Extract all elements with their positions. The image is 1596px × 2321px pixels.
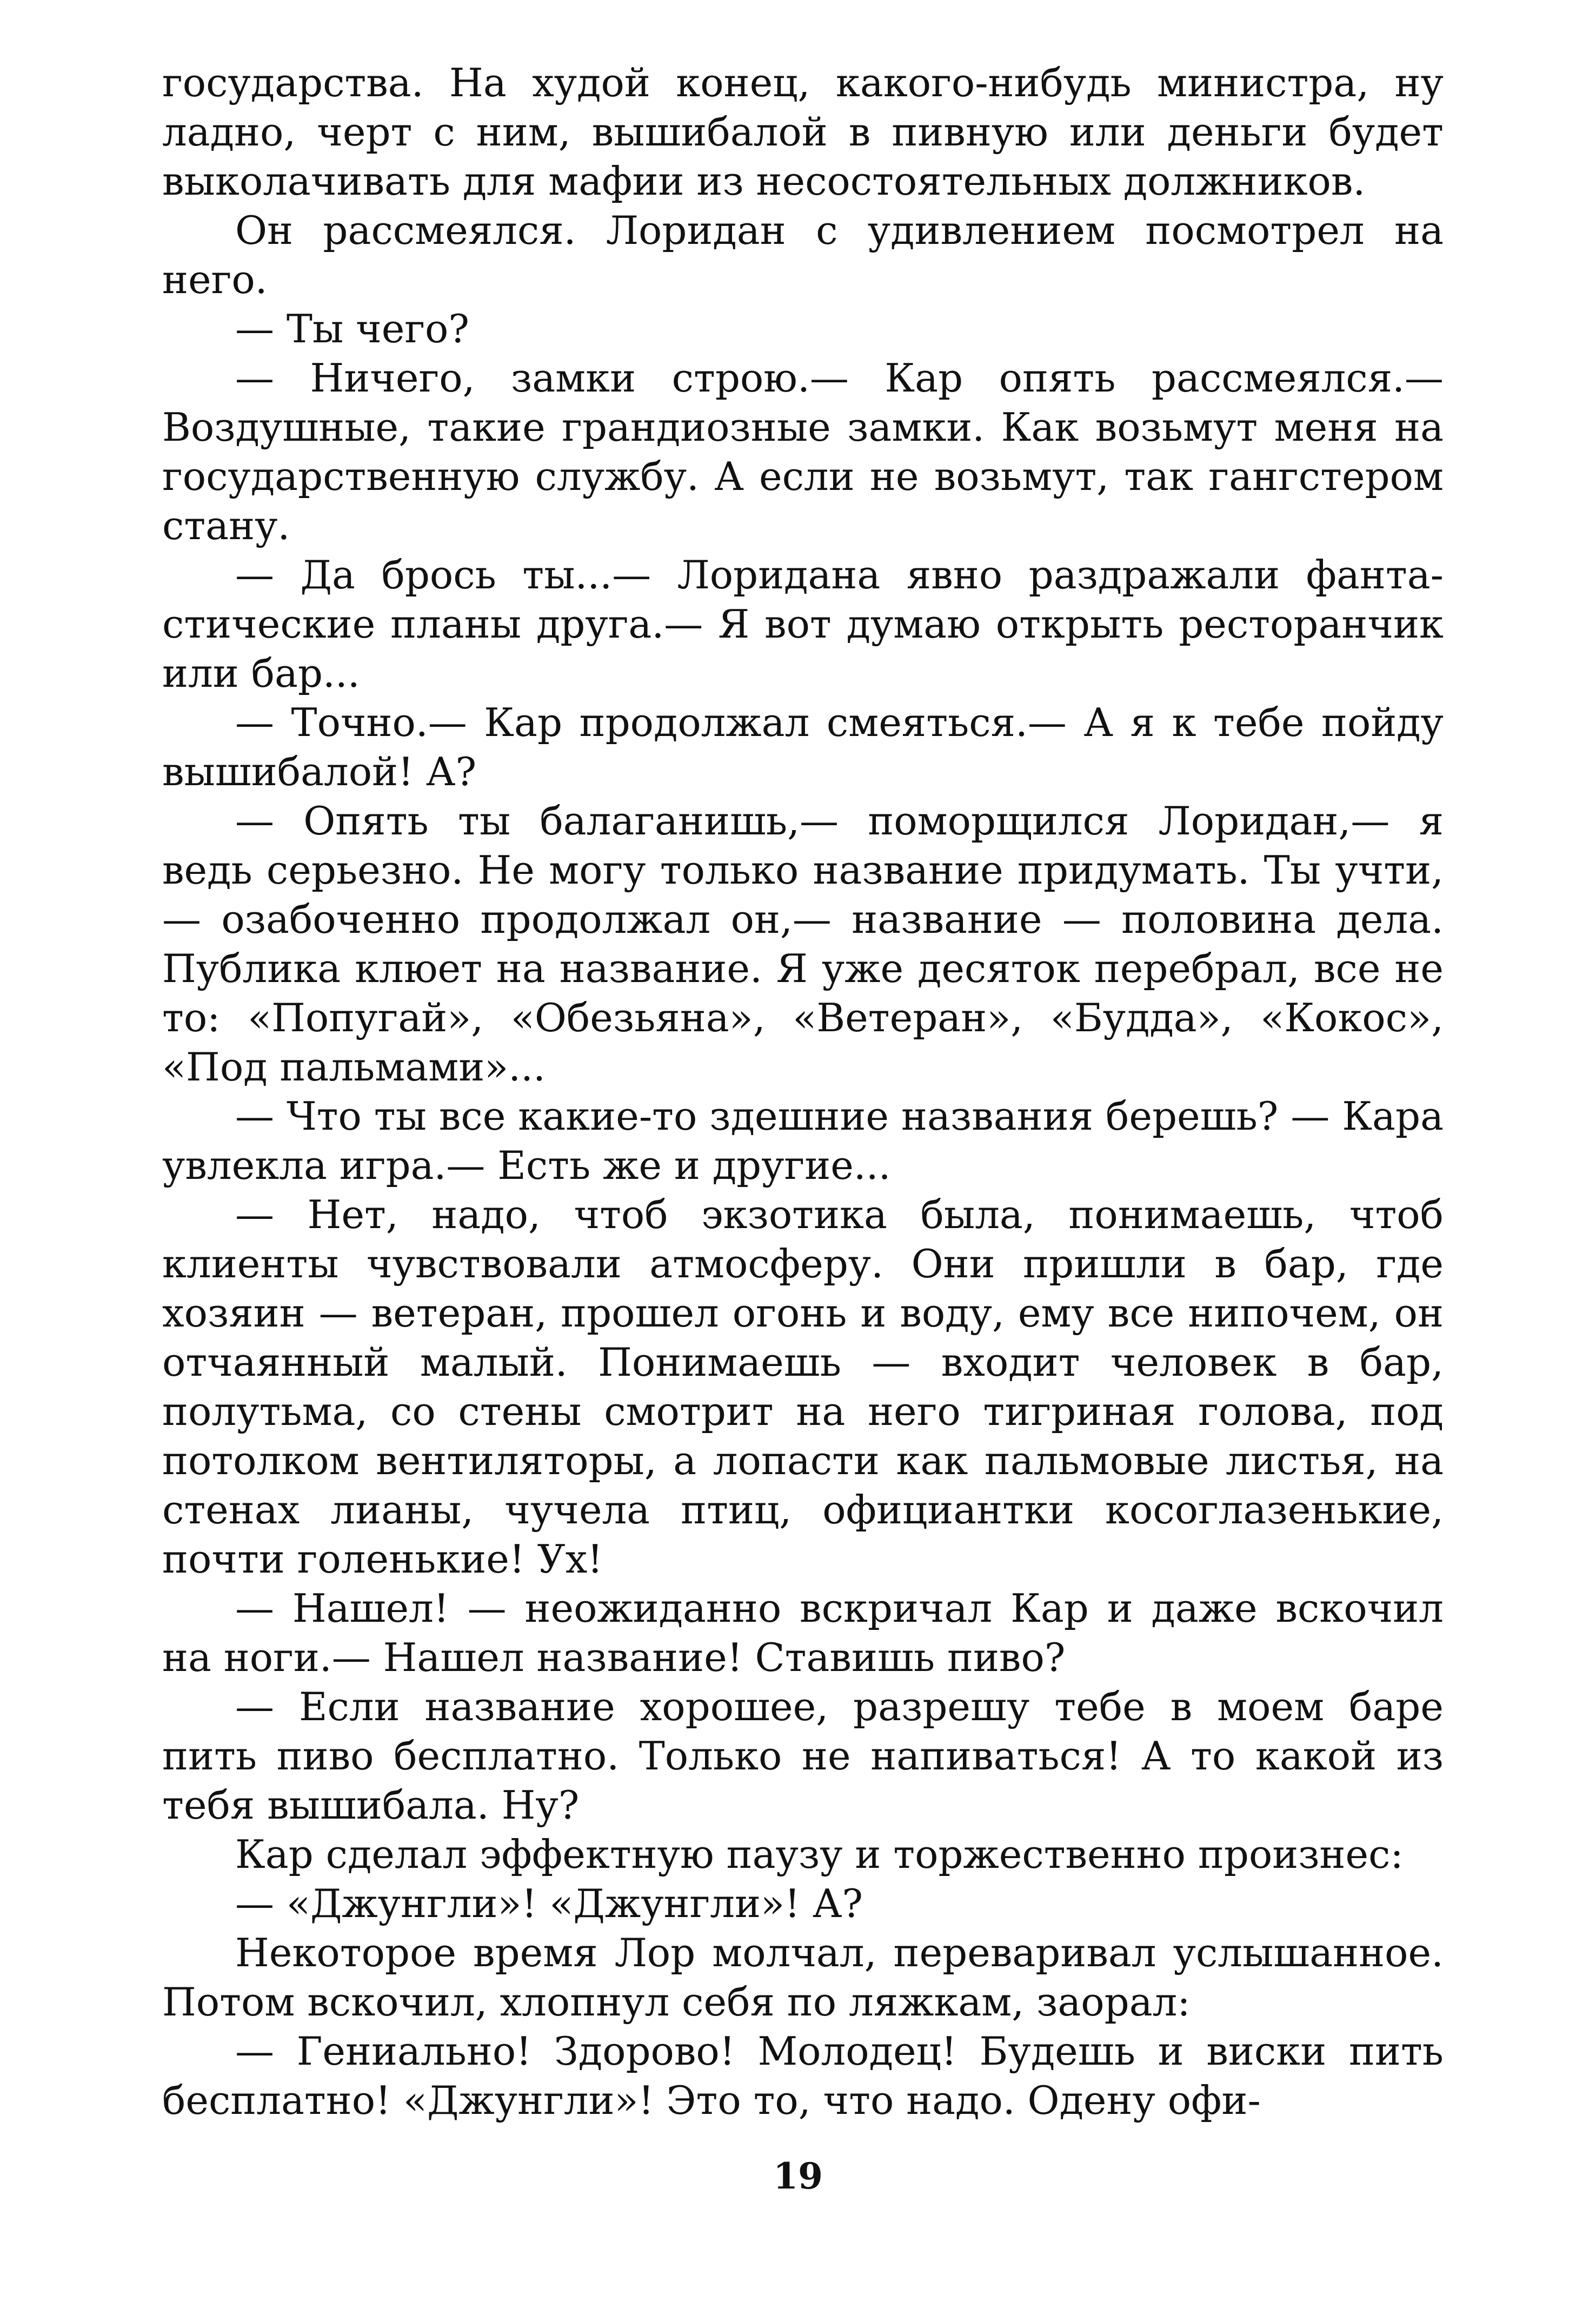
paragraph: — Ты чего?	[235, 306, 469, 352]
page-number: 19	[773, 2155, 823, 2197]
paragraph: — Ничего, замки строю.— Кар опять рассмеялся.— Воздушные, такие грандиозные замки. Как возьмут меня на государственную службу. А если не возьмут, так гангстером стану.	[162, 355, 1444, 548]
paragraph: — Точно.— Кар продолжал смеяться.— А я к тебе пойду вышибалой! А?	[162, 700, 1444, 794]
paragraph: — Гениально! Здорово! Молодец! Будешь и виски пить бесплатно! «Джунгли»! Это то, что надо. Одену офи-	[162, 2028, 1444, 2123]
paragraph: Кар сделал эффектную паузу и торжественно произнес:	[235, 1832, 1404, 1877]
paragraph: — Если название хорошее, разрешу тебе в моем баре пить пиво бесплатно. Только не напиваться! А то какой из тебя вышибала. Ну?	[162, 1684, 1444, 1828]
paragraph: Некоторое время Лор молчал, переваривал услышанное. Потом вскочил, хлопнул себя по ляжкам, заорал:	[162, 1930, 1444, 2025]
paragraph: — «Джунгли»! «Джунгли»! А?	[235, 1881, 863, 1926]
paragraph: — Нашел! — неожиданно вскричал Кар и даже вскочил на ноги.— Нашел название! Ставишь пиво?	[162, 1586, 1444, 1680]
paragraph: — Нет, надо, чтоб экзотика была, понимаешь, чтоб клиенты чувствовали атмосферу. Они пришли в бар, где хозяин — ветеран, прошел огонь и воду, ему все нипочем, он отчаянный малый. Понимаешь — входит человек в бар, полутьма, со стены смотрит на него тигриная голова, под потолком вентиляторы, а лопасти как пальмовые листья, на стенах лианы, чучела птиц, официантки косоглазенькие, почти голенькие! Ух!	[162, 1192, 1444, 1582]
paragraph: — Да брось ты...— Лоридана явно раздражали фантастические планы друга.— Я вот думаю открыть ресторанчик или бар...	[162, 552, 1444, 696]
paragraph: — Что ты все какие-то здешние названия берешь? — Кара увлекла игра.— Есть же и другие...	[162, 1093, 1444, 1188]
paragraph: — Опять ты балаганишь,— поморщился Лоридан,— я ведь серьезно. Не могу только название придумать. Ты учти,— озабоченно продолжал он,— название — половина дела. Публика клюет на название. Я уже десяток перебрал, все не то: «Попугай», «Обезьяна», «Ветеран», «Будда», «Кокос», «Под пальмами»...	[162, 798, 1444, 1090]
paragraph: Он рассмеялся. Лоридан с удивлением посмотрел на него.	[162, 208, 1444, 302]
paragraph: государства. На худой конец, какого-нибудь министра, ну ладно, черт с ним, вышибалой в пивную или деньги будет выколачивать для мафии из несостоятельных должников.	[162, 60, 1444, 204]
book-page	[162, 58, 1444, 2125]
